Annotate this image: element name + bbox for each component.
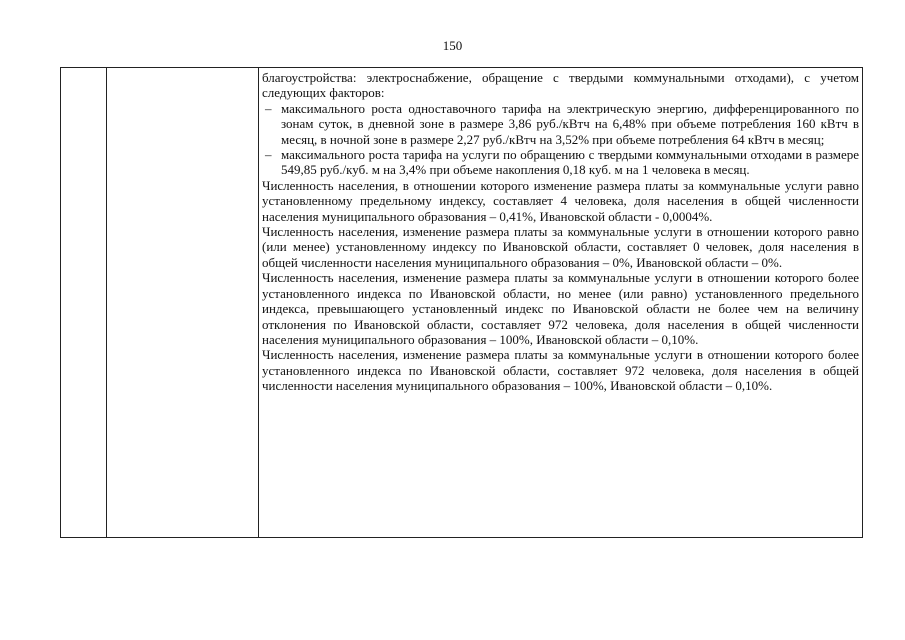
- table-column-divider: [258, 68, 259, 537]
- population-paragraph: Численность населения, в отношении которого изменение размера платы за коммунальные услуги равно установленному предельному индексу, составляет 4 человека, доля населения в общей численности населения муниципального образования – 0,41%, Ивановской области - 0,0004%.: [262, 177, 859, 224]
- list-item: [262, 101, 859, 147]
- table-cell-content: [262, 70, 859, 394]
- list-item-text: максимального роста одноставочного тарифа на электрическую энергию, дифференцированного по зонам суток, в дневной зоне в размере 3,86 руб./кВтч на 6,48% при объеме потребления 160 кВтч в месяц, в ночной зоне в размере 2,27 руб./кВтч на 3,52% при объеме потребления 64 кВтч в месяц;: [281, 100, 859, 147]
- page-number: 150: [442, 38, 463, 53]
- intro-paragraph: благоустройства: электроснабжение, обращение с твердыми коммунальными отходами), с учетом следующих факторов:: [262, 70, 859, 101]
- list-item-text: максимального роста тарифа на услуги по обращению с твердыми коммунальными отходами в размере 549,85 руб./куб. м на 3,4% при объеме накопления 0,18 куб. м на 1 человека в месяц.: [281, 147, 859, 178]
- population-paragraph: Численность населения, изменение размера платы за коммунальные услуги в отношении которого равно (или менее) установленному индексу по Ивановской области, составляет 0 человек, доля населения в общей численности населения муниципального образования – 0%, Ивановской области – 0%.: [262, 224, 859, 270]
- population-paragraph: Численность населения, изменение размера платы за коммунальные услуги в отношении которого более установленного индекса по Ивановской области, но менее (или равно) установленного предельного индекса, превышающего установленный индекс по Ивановской области не более чем на величину отклонения по Ивановской области, составляет 972 человека, доля населения в общей численности населения муниципального образования – 100%, Ивановской области – 0,10%.: [262, 270, 859, 347]
- list-marker: –: [265, 147, 272, 163]
- document-table: [60, 67, 863, 538]
- list-item: [262, 147, 859, 178]
- list-marker: –: [265, 100, 272, 116]
- table-column-divider: [106, 68, 107, 537]
- population-paragraph: Численность населения, изменение размера платы за коммунальные услуги в отношении которого более установленного индекса по Ивановской области, составляет 972 человека, доля населения в общей численности населения муниципального образования – 100%, Ивановской области – 0,10%.: [262, 347, 859, 394]
- tariff-factor-list: [262, 101, 859, 178]
